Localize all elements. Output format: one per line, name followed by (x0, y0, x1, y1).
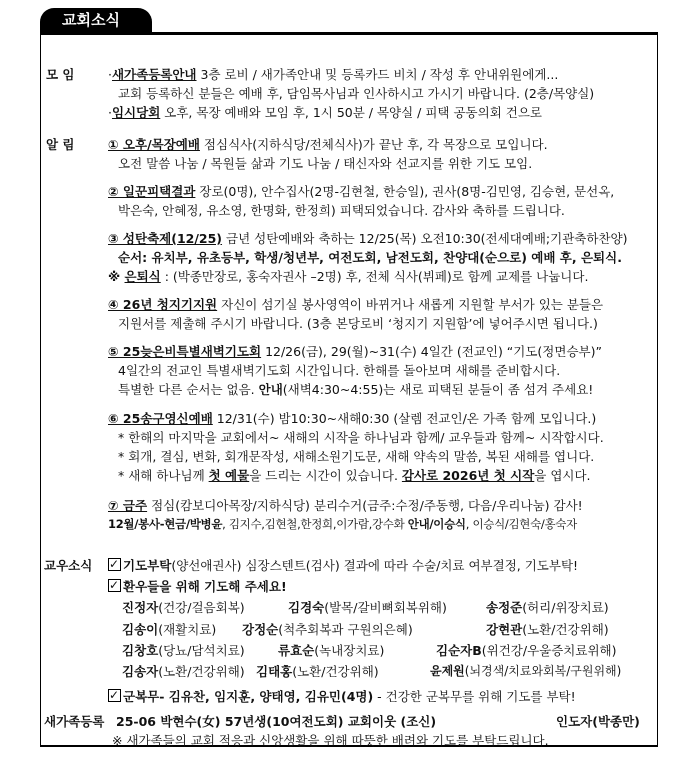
item-text: 금년 성탄예배와 축하는 12/25(목) 오전10:30(전세대예배;기관축하찬양) (222, 231, 628, 246)
patient-name: 김태홍 (256, 664, 293, 679)
item-title: ④ 26년 청지기지원 (108, 297, 218, 312)
item-text: , 이승식/김현숙/홍숙자 (465, 517, 577, 531)
moim-line-1: ·새가족등록안내 3층 로비 / 새가족안내 및 등록카드 비치 / 작성 후 안내위원에게... (108, 67, 559, 82)
checkbox-icon (108, 689, 121, 702)
item-title: 12월/봉사-현금/박병윤 (108, 517, 223, 531)
military-service (108, 687, 576, 706)
item-text: 을 드리는 시간이 있습니다. (249, 468, 402, 483)
allim-item-6 (108, 409, 596, 428)
allim-item-4 (108, 295, 603, 314)
patient-note: (당뇨/담석치료) (158, 643, 245, 658)
moim-line-2: 교회 등록하신 분들은 예배 후, 담임목사님과 인사하시고 가시기 바랍니다. (2층/목양실) (118, 86, 595, 101)
allim-item-2 (108, 182, 614, 201)
item-title: ⑤ 25늦은비특별새벽기도회 (108, 344, 262, 359)
patient-row (288, 598, 447, 617)
allim-item-3 (108, 229, 627, 248)
patient-row (278, 641, 384, 660)
item-title: 은퇴식 (124, 269, 161, 284)
allim-item-6-line-c (118, 466, 591, 485)
item-title: ③ 성탄축제(12/25) (108, 231, 223, 246)
item-text: 을 엽시다. (534, 468, 591, 483)
newfamily-guide: 인도자(박종만) (556, 714, 640, 729)
item-title: 안내/이승식 (407, 517, 466, 531)
allim-item-3-order (118, 248, 622, 267)
patient-row (122, 598, 245, 617)
item-title: 군복무- (123, 689, 165, 704)
patient-note: (노환/건강위해) (158, 664, 245, 679)
moim-text: 오후, 목장 예배와 모임 후, 1시 50분 / 목양실 / 피택 공동의회 건으로 (160, 105, 542, 120)
patient-row (486, 598, 609, 617)
patients-heading (108, 577, 287, 596)
checkbox-icon (108, 579, 121, 592)
patient-note: (재활치료) (158, 622, 217, 637)
allim-item-5-guide (118, 380, 593, 399)
item-text: 점심(캄보디아목장/지하식당) 분리수거(금주:수정/주동행, 다음/우리나눔) 감사! (147, 498, 583, 513)
item-title: 환우들을 위해 기도해 주세요! (123, 579, 287, 594)
allim-item-2-detail: 박은숙, 안혜정, 유소영, 한명화, 한정희) 피택되었습니다. 감사와 축하를 드립니다. (118, 203, 565, 218)
item-title: ⑥ 25송구영신예배 (108, 411, 213, 426)
moim-text: 3층 로비 / 새가족안내 및 등록카드 비치 / 작성 후 안내위원에게... (196, 67, 559, 82)
item-text: 점심식사(지하식당/전체식사)가 끝난 후, 각 목장으로 모입니다. (199, 137, 548, 152)
patient-note: (뇌경색/치료와회복/구원위해) (464, 664, 622, 678)
newfamily-note: ※ 새가족들의 교회 적응과 신앙생활을 위해 따뜻한 배려와 기도를 부탁드립니다. (112, 733, 549, 748)
session-title: 임시당회 (111, 105, 161, 120)
patient-note: (건강/걸음회복) (158, 600, 245, 615)
checkbox-icon (108, 558, 121, 571)
patient-note: (척추회복과 구원의은혜) (278, 622, 413, 637)
patient-name: 윤제원 (430, 664, 465, 678)
patient-note: (녹내장치료) (314, 643, 385, 658)
allim-item-5-detail: 4일간의 전교인 특별새벽기도회 시간입니다. 한해를 돌아보며 새해를 준비합시다. (118, 363, 561, 378)
patient-row (242, 620, 413, 639)
item-text: (새벽4:30~4:55)는 새로 피택된 분들이 좀 섬겨 주세요! (282, 382, 594, 397)
item-title: ① 오후/목장예배 (108, 137, 200, 152)
item-text: (양선애권사) 심장스텐트(검사) 결과에 따라 수술/치료 여부결정, 기도부탁! (171, 558, 579, 573)
item-title: ⑦ 금주 (108, 498, 148, 513)
patient-note: (노환/건강위해) (522, 622, 609, 637)
item-text: 12/26(금), 29(월)~31(수) 4일간 (전교인) “기도(정면승부)” (261, 344, 602, 359)
label-prayer: 교우소식 (44, 558, 93, 573)
patient-name: 진정자 (122, 600, 159, 615)
allim-item-7 (108, 496, 583, 515)
item-text: : (박종만장로, 홍숙자권사 –2명) 후, 전체 식사(뷔페)로 함께 교제를 나눕니다. (160, 269, 589, 284)
patient-name: 송정준 (486, 600, 523, 615)
item-title: ② 일꾼피택결과 (108, 184, 196, 199)
item-title: 첫 예물 (208, 468, 250, 483)
item-text: 특별한 다른 순서는 없음. (118, 382, 259, 397)
newfamily-guide-title: 새가족등록안내 (111, 67, 197, 82)
patient-name: 김창호 (122, 643, 159, 658)
label-allim: 알 림 (46, 137, 75, 152)
patient-name: 김송이 (122, 622, 159, 637)
allim-item-6-line-b: * 회개, 결심, 변화, 회개문작성, 새해소원기도문, 새해 약속의 말씀, 복된 새해를 엽니다. (118, 449, 595, 464)
patient-row (486, 620, 609, 639)
allim-item-6-line-a: * 한해의 마지막을 교회에서~ 새해의 시작을 하나님과 함께/ 교우들과 함께~ 시작합시다. (118, 430, 604, 445)
allim-item-1-detail: 오전 말씀 나눔 / 목원들 삶과 기도 나눔 / 태신자와 선교지를 위한 기도 모임. (118, 156, 533, 171)
patient-name: 김송자 (122, 664, 159, 679)
patient-row (122, 620, 216, 639)
allim-item-5 (108, 342, 602, 361)
item-text: * 새해 하나님께 (118, 468, 209, 483)
allim-item-4-detail: 지원서를 제출해 주시기 바랍니다. (3층 본당로비 ‘청지기 지원함’에 넣어주시면 됩니다.) (118, 316, 598, 331)
prayer-request (108, 556, 578, 575)
patient-note: (허리/위장치료) (522, 600, 609, 615)
patient-name: 강정순 (242, 622, 279, 637)
item-title: 감사로 2026년 첫 시작 (401, 468, 535, 483)
patient-row (430, 662, 621, 681)
patient-name: 강현관 (486, 622, 523, 637)
item-title: 김유찬, 임지훈, 양태영, 김유민(4명) (164, 689, 374, 704)
patient-name: 김순자B (436, 643, 482, 658)
item-text: 12/31(수) 밤10:30~새해0:30 (살렘 전교인/온 가족 함께 모입니다.) (212, 411, 597, 426)
patient-row (122, 641, 245, 660)
patient-note: (위건강/우울증치료위해) (481, 643, 617, 658)
item-text: - 건강한 군복무를 위해 기도를 부탁! (373, 689, 576, 704)
patient-row (122, 662, 245, 681)
patient-row (256, 662, 379, 681)
allim-item-3-retire (108, 267, 588, 286)
note-mark: ※ (108, 269, 125, 284)
item-text: 순서: 유치부, 유초등부, 학생/청년부, 여전도회, 남전도회, 찬양대(순으로) 예배 후, 은퇴식. (118, 250, 622, 265)
item-text: 자신이 섬기실 봉사영역이 바뀌거나 새롭게 지원할 부서가 있는 분들은 (217, 297, 604, 312)
item-title: 기도부탁 (123, 558, 172, 573)
allim-item-7-service (108, 515, 577, 534)
newfamily-entry: 25-06 박현수(女) 57년생(10여전도회) 교회이웃 (조신) (116, 714, 437, 729)
item-title: 안내 (258, 382, 283, 397)
label-moim: 모 임 (46, 67, 75, 82)
patient-note: (발목/갈비뼈회복위해) (324, 600, 447, 615)
label-newfamily: 새가족등록 (44, 714, 105, 729)
allim-item-1 (108, 135, 548, 154)
patient-row (436, 641, 616, 660)
patient-name: 류효순 (278, 643, 315, 658)
section-title: 교회소식 (40, 8, 152, 32)
patient-name: 김경숙 (288, 600, 325, 615)
moim-line-3: ·임시당회 오후, 목장 예배와 모임 후, 1시 50분 / 목양실 / 피택 공동의회 건으로 (108, 105, 542, 120)
item-text: 장로(0명), 안수집사(2명-김현철, 한승일), 권사(8명-김민영, 김승현, 문선옥, (195, 184, 615, 199)
patient-note: (노환/건강위해) (292, 664, 379, 679)
item-text: , 김지수,김현철,한정희,이가람,강수화 (222, 517, 408, 531)
